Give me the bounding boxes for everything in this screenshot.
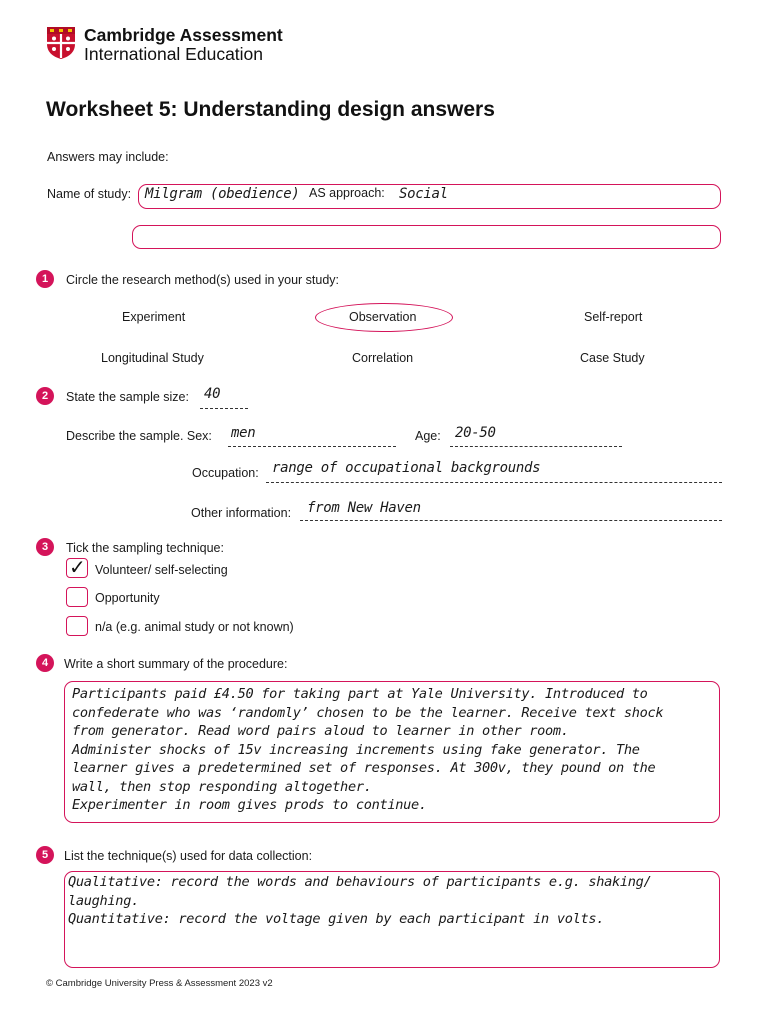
data-collection-field[interactable] — [64, 871, 720, 968]
copyright-footer: © Cambridge University Press & Assessment 2023 v2 — [46, 978, 273, 989]
sex-line[interactable] — [228, 446, 396, 447]
as-approach-value: Social — [399, 186, 448, 202]
data-collection-line: Qualitative: record the words and behaviours of participants e.g. shaking/ — [68, 874, 652, 890]
describe-sample-label: Describe the sample. Sex: — [66, 429, 212, 443]
other-information-value: from New Haven — [307, 500, 421, 516]
brand-line-1: Cambridge Assessment — [84, 25, 283, 45]
data-collection-line: laughing. — [68, 892, 139, 909]
question-3-prompt: Tick the sampling technique: — [66, 541, 224, 555]
procedure-line: Participants paid £4.50 for taking part at Yale University. Introduced to — [72, 686, 648, 702]
question-1-prompt: Circle the research method(s) used in your study: — [66, 273, 340, 287]
method-experiment[interactable]: Experiment — [122, 310, 186, 324]
name-of-study-value: Milgram (obedience) — [145, 186, 300, 202]
option-na-label: n/a (e.g. animal study or not known) — [95, 620, 294, 634]
question-5-prompt: List the technique(s) used for data collection: — [64, 849, 313, 863]
procedure-summary-field[interactable] — [64, 681, 720, 823]
data-collection-line: Quantitative: record the voltage given by each participant in volts. — [68, 911, 605, 927]
method-observation[interactable]: Observation — [349, 310, 417, 324]
data-collection-text — [68, 873, 651, 929]
other-information-line[interactable] — [300, 520, 722, 521]
question-1-number: 1 — [36, 270, 54, 288]
question-4-number: 4 — [36, 654, 54, 672]
checkbox-opportunity[interactable] — [66, 587, 88, 607]
question-5-number: 5 — [36, 846, 54, 864]
checkbox-na[interactable] — [66, 616, 88, 636]
tick-icon: ✓ — [69, 555, 86, 579]
occupation-line[interactable] — [266, 482, 722, 483]
page-title: Worksheet 5: Understanding design answers — [46, 98, 495, 121]
procedure-line: confederate who was ‘randomly’ chosen to be the learner. Receive text shock — [72, 704, 664, 721]
age-label: Age: — [415, 429, 441, 443]
question-3-number: 3 — [36, 538, 54, 556]
procedure-line: Administer shocks of 15v increasing increments using fake generator. The — [72, 741, 640, 758]
option-opportunity-label: Opportunity — [95, 591, 160, 605]
name-of-study-field[interactable] — [138, 184, 721, 209]
intro-text: Answers may include: — [47, 150, 169, 164]
as-approach-label: AS approach: — [309, 186, 385, 200]
other-information-label: Other information: — [191, 506, 292, 520]
procedure-summary-text — [72, 685, 663, 815]
crest-icon — [46, 26, 76, 60]
question-4-prompt: Write a short summary of the procedure: — [64, 657, 288, 671]
checkbox-volunteer[interactable] — [66, 555, 88, 579]
method-self-report[interactable]: Self-report — [584, 310, 643, 324]
sex-value: men — [231, 425, 256, 441]
occupation-value: range of occupational backgrounds — [272, 460, 541, 476]
method-longitudinal-study[interactable]: Longitudinal Study — [101, 351, 204, 365]
occupation-label: Occupation: — [192, 466, 259, 480]
procedure-line: wall, then stop responding altogether. — [72, 778, 372, 795]
study-second-field[interactable] — [132, 225, 721, 249]
age-value: 20-50 — [455, 425, 496, 441]
method-case-study[interactable]: Case Study — [580, 351, 645, 365]
sample-size-line[interactable] — [200, 408, 248, 409]
question-2-number: 2 — [36, 387, 54, 405]
procedure-line: learner gives a predetermined set of responses. At 300v, they pound on the — [72, 760, 656, 776]
procedure-line: Experimenter in room gives prods to continue. — [72, 797, 427, 813]
method-correlation[interactable]: Correlation — [352, 351, 414, 365]
option-volunteer-label: Volunteer/ self-selecting — [95, 563, 228, 577]
question-2-prompt: State the sample size: — [66, 390, 189, 404]
name-of-study-label: Name of study: — [47, 187, 132, 201]
sample-size-value: 40 — [204, 386, 221, 402]
procedure-line: from generator. Read word pairs aloud to learner in other room. — [72, 723, 569, 739]
logo — [46, 25, 286, 65]
brand-line-2: International Education — [84, 44, 264, 64]
age-line[interactable] — [450, 446, 622, 447]
